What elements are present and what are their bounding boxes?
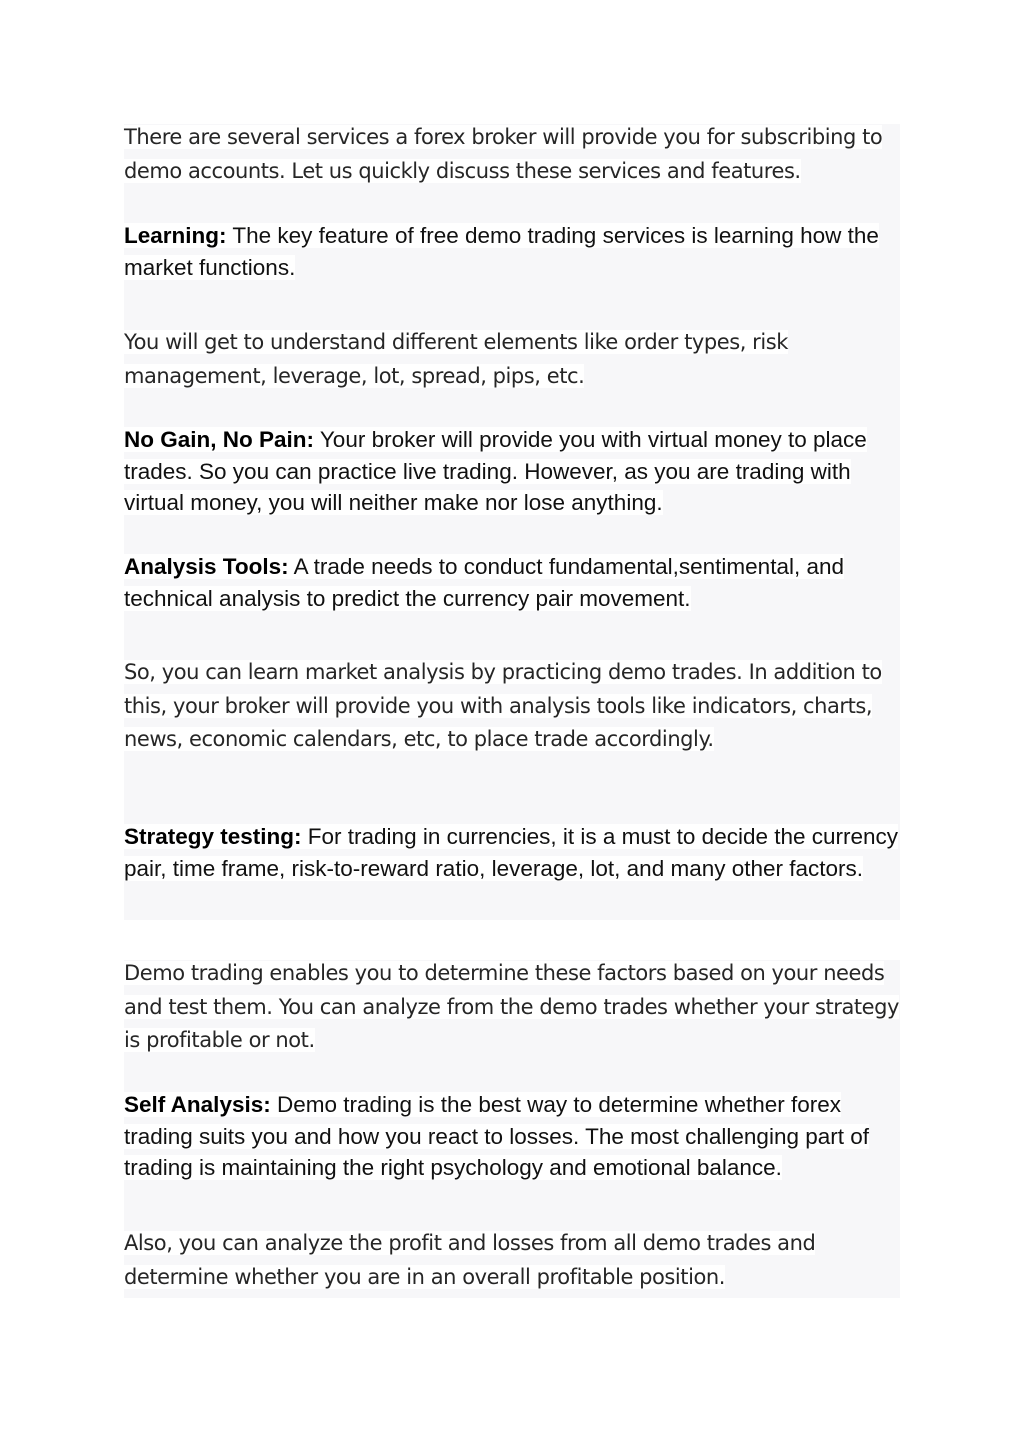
paragraph-heading: No Gain, No Pain: <box>124 427 315 452</box>
paragraph-text: Demo trading is the best way to determine whether forex trading suits you and how you react to losses. The most challenging part of trading is maintaining the right psychology and emotional balance. <box>124 1092 870 1180</box>
paragraph-text: Your broker will provide you with virtual money to place trades. So you can practice live trading. However, as you are trading with virtual money, you will neither make nor lose anything. <box>124 427 867 515</box>
paragraph-text: There are several services a forex broker will provide you for subscribing to demo accounts. Let us quickly discuss these services and features. <box>124 125 883 183</box>
paragraph-text: You will get to understand different elements like order types, risk management, leverage, lot, spread, pips, etc. <box>124 330 788 388</box>
paragraph-self-analysis <box>124 1089 900 1184</box>
paragraph-learning <box>124 220 900 283</box>
paragraph-analysis-detail <box>124 656 900 757</box>
paragraph-text: For trading in currencies, it is a must to decide the currency pair, time frame, risk-to-reward ratio, leverage, lot, and many other factors. <box>124 824 899 881</box>
paragraph-no-gain <box>124 424 900 519</box>
paragraph-analysis-tools <box>124 551 900 614</box>
paragraph-heading: Analysis Tools: <box>124 554 289 579</box>
paragraph-text: Also, you can analyze the profit and losses from all demo trades and determine whether you are in an overall profitable position. <box>124 1231 816 1289</box>
paragraph-heading: Learning: <box>124 223 227 248</box>
paragraph-text: So, you can learn market analysis by practicing demo trades. In addition to this, your broker will provide you with analysis tools like indicators, charts, news, economic calendars, etc, to place trade accordingly. <box>124 660 882 751</box>
paragraph-intro <box>124 121 900 188</box>
paragraph-heading: Strategy testing: <box>124 824 302 849</box>
paragraph-text: The key feature of free demo trading services is learning how the market functions. <box>124 223 879 280</box>
paragraph-self-detail <box>124 1227 900 1294</box>
paragraph-text: Demo trading enables you to determine these factors based on your needs and test them. You can analyze from the demo trades whether your strategy is profitable or not. <box>124 961 899 1052</box>
paragraph-strategy-detail <box>124 957 900 1058</box>
paragraph-heading: Self Analysis: <box>124 1092 271 1117</box>
paragraph-strategy <box>124 821 900 884</box>
paragraph-text: A trade needs to conduct fundamental,sentimental, and technical analysis to predict the currency pair movement. <box>124 554 845 611</box>
paragraph-learning-detail <box>124 326 900 393</box>
